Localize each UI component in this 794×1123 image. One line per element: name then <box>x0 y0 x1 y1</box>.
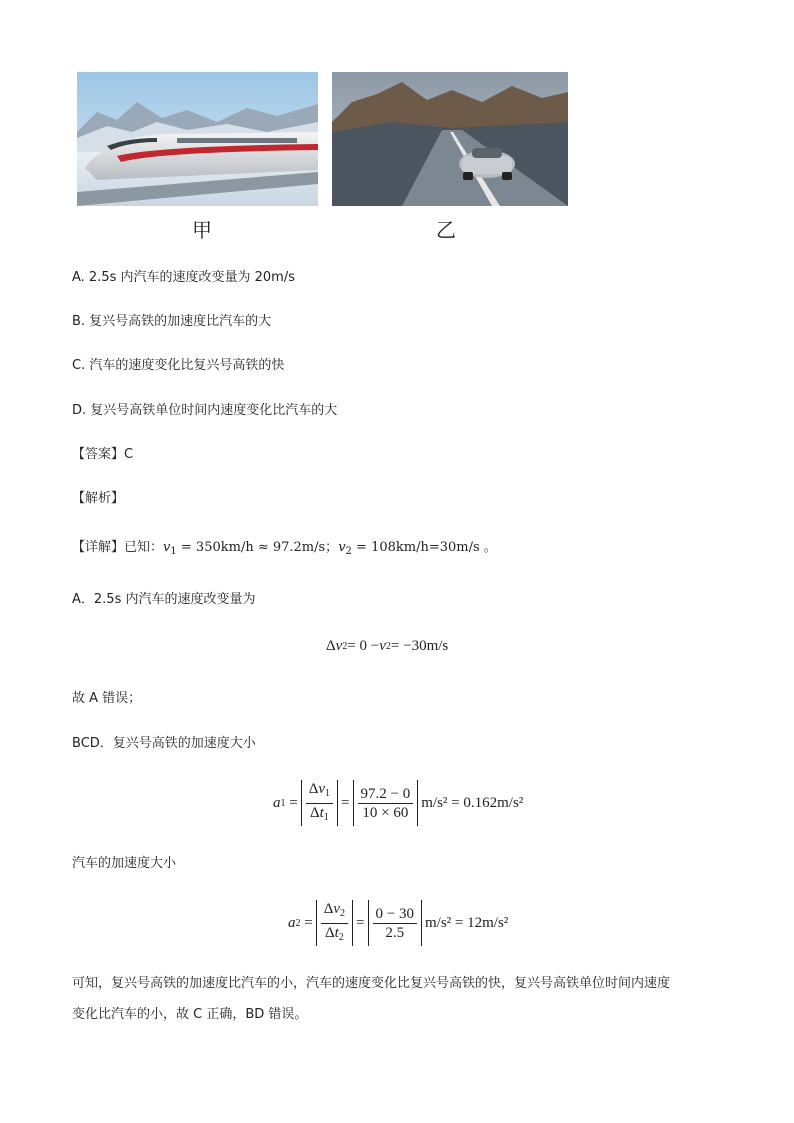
v1-expression: = 350km/h ≈ 97.2m/s； <box>176 540 339 555</box>
car-photo <box>332 72 568 206</box>
eq2-result: m/s² = 0.162m/s² <box>421 794 524 811</box>
equation-a1: a 1 = $\frac{\Delta v_1}{\Delta t_1}$ = $\frac{97.2 - 0}{10 \times 60}$ m/s² = 0.162m/s² <box>273 780 523 826</box>
v2-expression: = 108km/h=30m/s 。 <box>351 540 497 555</box>
option-d: D. 复兴号高铁单位时间内速度变化比汽车的大 <box>72 403 338 418</box>
final-conclusion-line2: 变化比汽车的小，故 C 正确，BD 错误。 <box>72 1007 308 1022</box>
option-b: B. 复兴号高铁的加速度比汽车的大 <box>72 314 272 329</box>
eq3-result: m/s² = 12m/s² <box>424 914 509 931</box>
equation-delta-v2: Δ v 2 = 0 − v 2 = −30m/s <box>326 638 449 654</box>
car-accel-text: 汽车的加速度大小 <box>72 856 177 871</box>
eq1-rhs: = 0 − <box>347 638 380 654</box>
final-conclusion-line1: 可知，复兴号高铁的加速度比汽车的小，汽车的速度变化比复兴号高铁的快，复兴号高铁单位时间内速度 <box>72 976 671 991</box>
answer-line <box>72 447 133 463</box>
detail-intro: 【详解】已知：$v_1 = 350km/h \approx 97.2m/s$；$v_2 = 108km/h=30m/s$ 。 <box>72 540 497 557</box>
part-bcd-text: BCD．复兴号高铁的加速度大小 <box>72 736 256 751</box>
eq2-numerator: 97.2 − 0 <box>360 785 411 802</box>
analysis-label: 【解析】 <box>72 491 125 506</box>
eq3-numerator: 0 − 30 <box>375 905 414 922</box>
answer-value: C <box>124 447 134 462</box>
option-a: A. 2.5s 内汽车的速度改变量为 20m/s <box>72 270 295 285</box>
caption-jia: 甲 <box>192 218 212 242</box>
equation-a2: a 2 = $\frac{\Delta v_2}{\Delta t_2}$ = $\frac{0 - 30}{2.5}$ m/s² = 12m/s² <box>288 900 508 946</box>
option-c: C. 汽车的速度变化比复兴号高铁的快 <box>72 358 285 373</box>
conclusion-a: 故 A 错误； <box>72 691 142 706</box>
eq1-result: = −30m/s <box>390 638 449 654</box>
detail-intro-text: 已知： <box>124 540 164 555</box>
eq2-denominator: 10 × 60 <box>362 804 409 821</box>
part-a-text: A．2.5s 内汽车的速度改变量为 <box>72 592 256 607</box>
eq3-denominator: 2.5 <box>385 924 405 941</box>
caption-yi: 乙 <box>436 218 456 242</box>
detail-label: 【详解】 <box>72 540 125 555</box>
answer-label: 【答案】 <box>72 447 125 462</box>
train-photo <box>77 72 318 206</box>
